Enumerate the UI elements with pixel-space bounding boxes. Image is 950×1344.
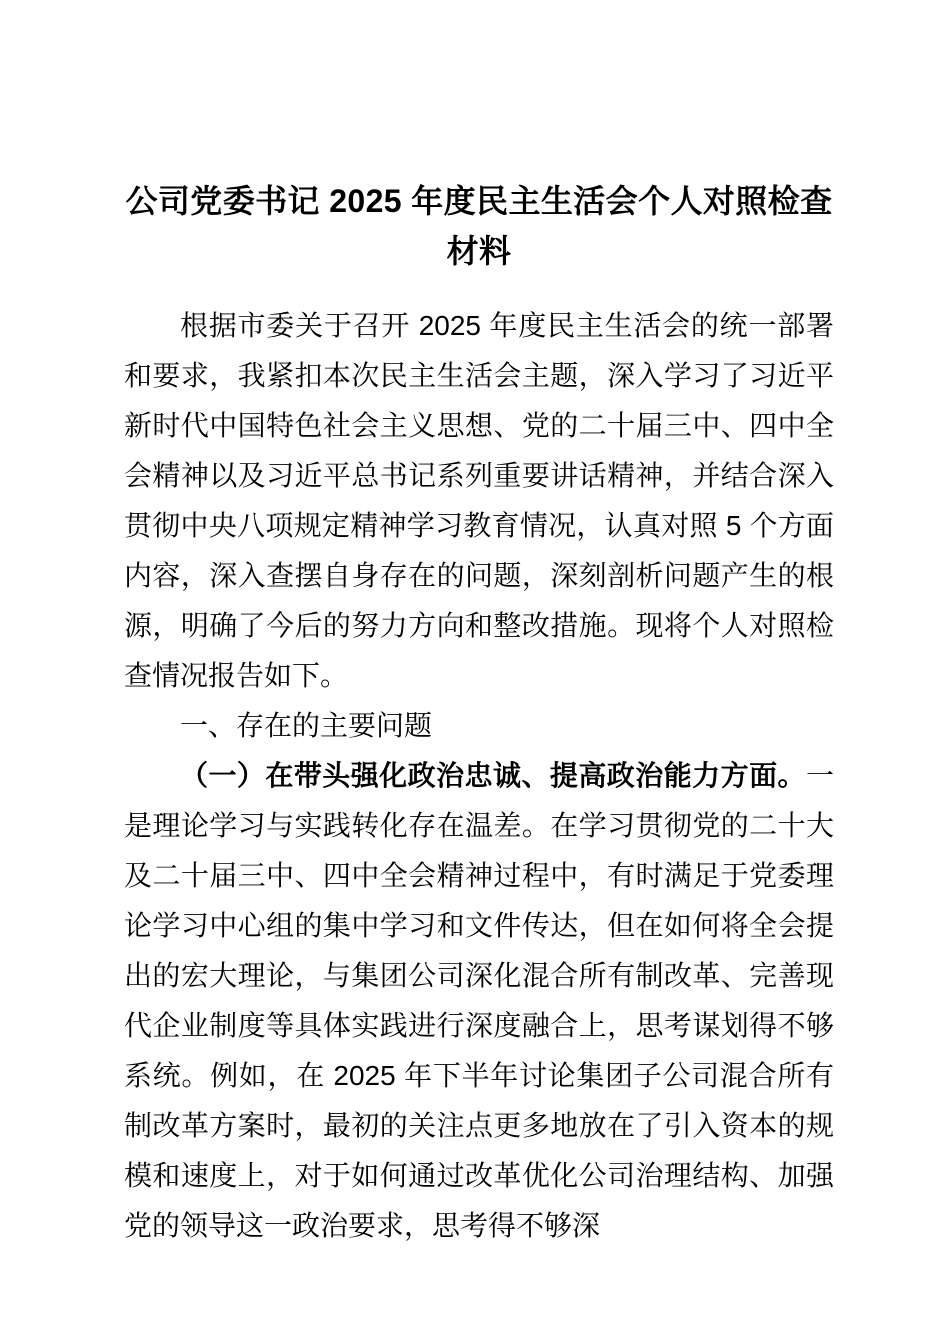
subsection-one-text: 一是理论学习与实践转化存在温差。在学习贯彻党的二十大及二十届三中、四中全会精神过程中，有时满足于党委理论学习中心组的集中学习和文件传达，但在如何将全会提出的宏大理论，与集团公司深化混合所有制改革、完善现代企业制度等具体实践进行深度融合上，思考谋划得不够系统。例如，在 2025 年下半年讨论集团子公司混合所有制改革方案时，最初的关注点更多地放在了引入资本的规模和速度上，对于如何通过改革优化公司治理结构、加强党的领导这一政治要求，思考得不够深 bbox=[124, 760, 834, 1241]
document-body bbox=[124, 0, 834, 1251]
intro-paragraph: 根据市委关于召开 2025 年度民主生活会的统一部署和要求，我紧扣本次民主生活会主题，深入学习了习近平新时代中国特色社会主义思想、党的二十届三中、四中全会精神以及习近平总书记系列重要讲话精神，并结合深入贯彻中央八项规定精神学习教育情况，认真对照 5 个方面内容，深入查摆自身存在的问题，深刻剖析问题产生的根源，明确了今后的努力方向和整改措施。现将个人对照检查情况报告如下。 bbox=[124, 310, 834, 691]
page-title: 公司党委书记 2025 年度民主生活会个人对照检查材料 bbox=[125, 183, 833, 269]
subsection-one-bold-lead: （一）在带头强化政治忠诚、提高政治能力方面。 bbox=[180, 760, 806, 791]
subsection-one-paragraph bbox=[124, 751, 834, 1251]
section-heading-one: 一、存在的主要问题 bbox=[180, 710, 433, 741]
